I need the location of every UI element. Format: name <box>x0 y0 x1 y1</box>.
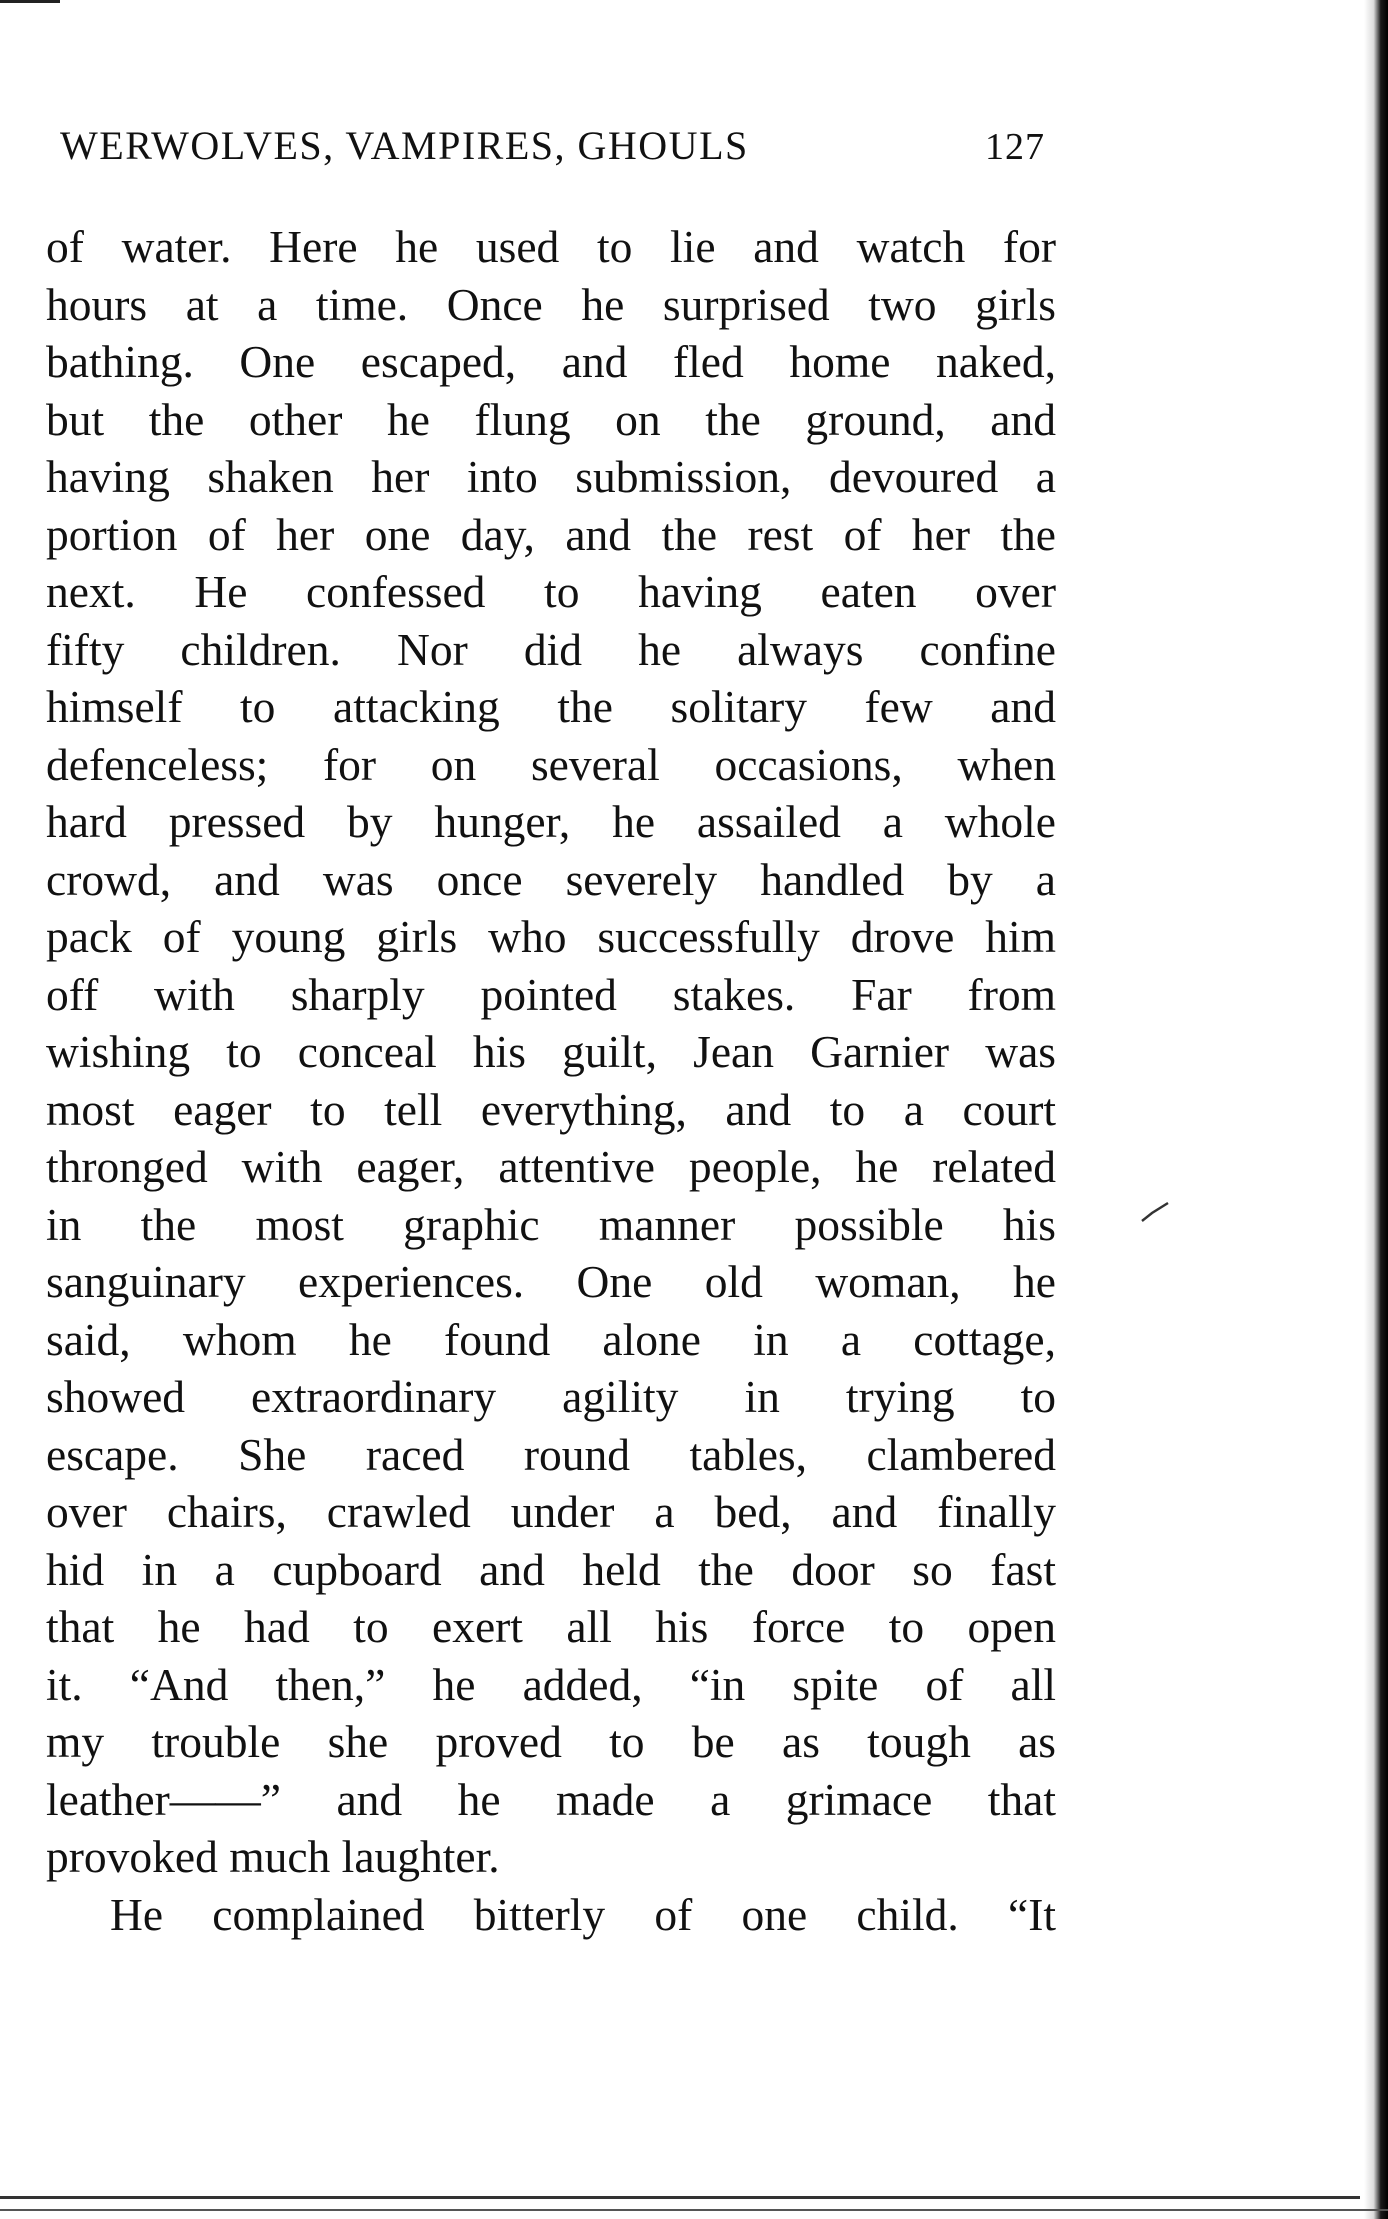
text-line: thronged with eager, attentive people, he related <box>46 1141 1056 1192</box>
text-line: defenceless; for on several occasions, when <box>46 738 1056 790</box>
text-line: portion of her one day, and the rest of her the <box>46 508 1056 560</box>
text-line: himself to attacking the solitary few and <box>46 681 1056 732</box>
text-line: hard pressed by hunger, he assailed a whole <box>46 796 1056 847</box>
running-head <box>60 122 1045 178</box>
text-line: sanguinary experiences. One old woman, he <box>46 1256 1056 1307</box>
text-line: bathing. One escaped, and fled home naked, <box>46 336 1056 387</box>
text-line: escape. She raced round tables, clambered <box>46 1428 1056 1480</box>
text-line: hours at a time. Once he surprised two girls <box>46 278 1056 330</box>
text-line: wishing to conceal his guilt, Jean Garnier was <box>46 1026 1056 1077</box>
text-line: that he had to exert all his force to open <box>46 1601 1056 1652</box>
text-line: next. He confessed to having eaten over <box>46 566 1056 617</box>
text-line: my trouble she proved to be as tough as <box>46 1716 1056 1767</box>
body-text <box>46 218 1056 1943</box>
page-number: 127 <box>985 126 1045 168</box>
text-line: showed extraordinary agility in trying to <box>46 1371 1056 1422</box>
text-line: in the most graphic manner possible his <box>46 1198 1056 1250</box>
text-line: leather——” and he made a grimace that <box>46 1773 1056 1825</box>
text-line: hid in a cupboard and held the door so fast <box>46 1543 1056 1595</box>
text-line: over chairs, crawled under a bed, and finally <box>46 1486 1056 1537</box>
text-line: it. “And then,” he added, “in spite of all <box>46 1658 1056 1710</box>
page-edge-shadow <box>1364 0 1388 2219</box>
text-line: off with sharply pointed stakes. Far from <box>46 968 1056 1020</box>
text-line: said, whom he found alone in a cottage, <box>46 1313 1056 1365</box>
text-line: having shaken her into submission, devoured a <box>46 451 1056 502</box>
text-line: crowd, and was once severely handled by a <box>46 853 1056 905</box>
text-line-paragraph-start: He complained bitterly of one child. “It <box>110 1888 1056 1940</box>
text-line-paragraph-end: provoked much laughter. <box>46 1831 500 1882</box>
bottom-edge-rule-outer <box>0 2209 1388 2211</box>
text-line: fifty children. Nor did he always confine <box>46 623 1056 675</box>
pencil-tick-mark <box>1140 1195 1170 1225</box>
text-line: but the other he flung on the ground, and <box>46 393 1056 445</box>
text-line: most eager to tell everything, and to a court <box>46 1083 1056 1135</box>
top-edge-rule <box>0 0 60 3</box>
text-line: of water. Here he used to lie and watch for <box>46 221 1056 272</box>
text-line: pack of young girls who successfully drove him <box>46 911 1056 962</box>
bottom-edge-rule <box>0 2196 1360 2199</box>
running-title: WERWOLVES, VAMPIRES, GHOULS <box>60 123 749 168</box>
